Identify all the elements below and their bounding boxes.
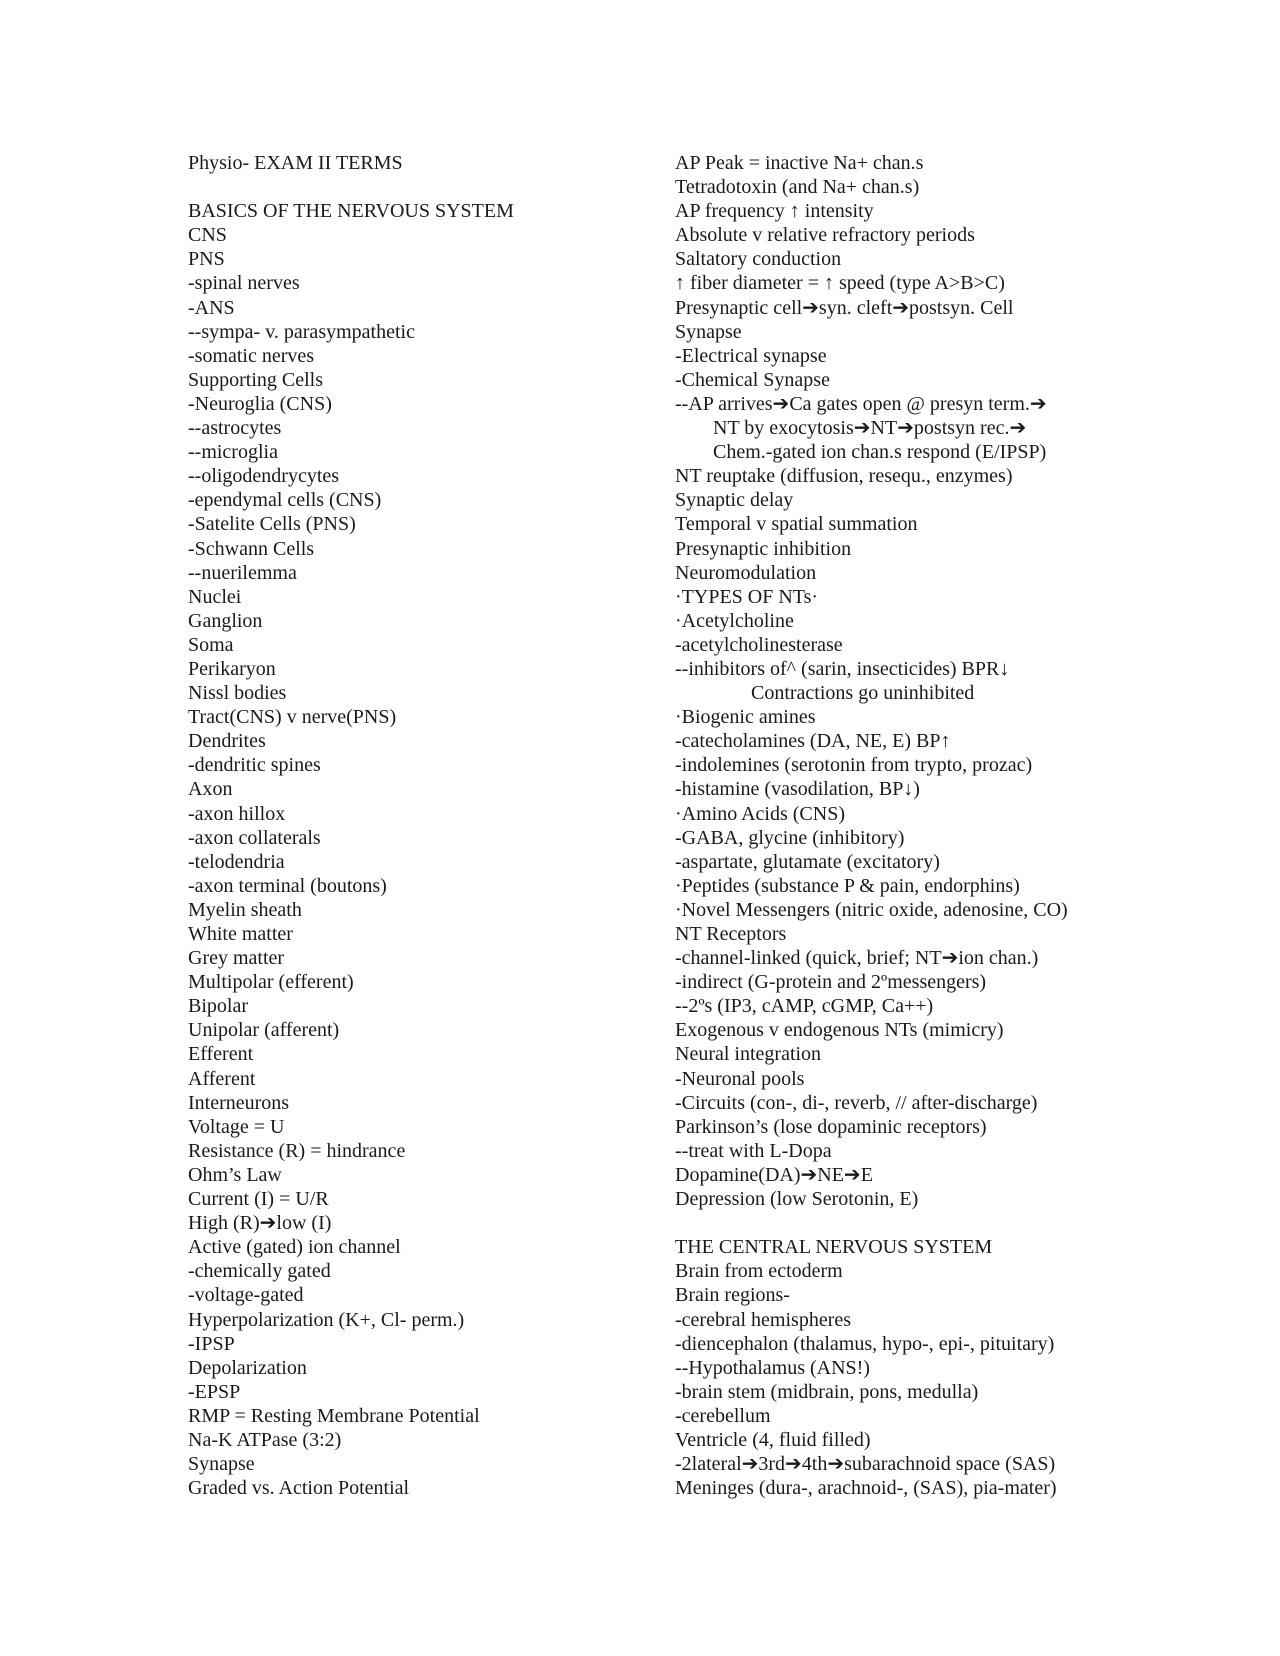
term-line: Contractions go uninhibited xyxy=(751,682,975,705)
term-line: -EPSP xyxy=(188,1380,241,1403)
term-line: Neuromodulation xyxy=(675,561,817,584)
term-line: ·Peptides (substance P & pain, endorphins) xyxy=(675,874,1020,897)
term-line: -IPSP xyxy=(188,1332,235,1355)
term-line: Ohm’s Law xyxy=(188,1163,282,1186)
term-line: -dendritic spines xyxy=(188,754,321,777)
term-line: -Chemical Synapse xyxy=(675,368,830,391)
term-line: AP Peak = inactive Na+ chan.s xyxy=(675,152,924,174)
term-line: Dopamine(DA)➔NE➔E xyxy=(675,1163,873,1186)
term-line: Presynaptic cell➔syn. cleft➔postsyn. Cell xyxy=(675,296,1014,319)
term-line: White matter xyxy=(188,923,293,945)
term-line: Supporting Cells xyxy=(188,368,324,391)
term-line: -Schwann Cells xyxy=(188,537,315,560)
term-line: Dendrites xyxy=(188,730,266,753)
term-line: Neural integration xyxy=(675,1043,822,1066)
term-line: Nuclei xyxy=(188,585,242,608)
term-line: Current (I) = U/R xyxy=(188,1188,329,1211)
term-line: -telodendria xyxy=(188,850,285,873)
term-line: Brain regions- xyxy=(675,1284,790,1307)
term-line: Graded vs. Action Potential xyxy=(188,1477,410,1500)
term-line: ·Amino Acids (CNS) xyxy=(675,802,845,825)
term-line: -diencephalon (thalamus, hypo-, epi-, pituitary) xyxy=(675,1332,1055,1355)
term-line: Synaptic delay xyxy=(675,489,794,512)
term-line: --treat with L-Dopa xyxy=(675,1139,832,1162)
term-line: Interneurons xyxy=(188,1091,290,1114)
term-line: Temporal v spatial summation xyxy=(675,513,918,536)
term-line: Meninges (dura-, arachnoid-, (SAS), pia-mater) xyxy=(675,1477,1057,1500)
term-line: -Electrical synapse xyxy=(675,344,827,367)
term-line: Absolute v relative refractory periods xyxy=(675,224,975,247)
term-line: Bipolar xyxy=(188,995,248,1018)
term-line: NT reuptake (diffusion, resequ., enzymes) xyxy=(675,465,1013,488)
term-line: -Satelite Cells (PNS) xyxy=(188,513,356,536)
term-line: -Circuits (con-, di-, reverb, // after-discharge) xyxy=(675,1091,1038,1114)
term-line: -spinal nerves xyxy=(188,272,300,295)
term-line: -cerebellum xyxy=(675,1404,771,1427)
term-line: --inhibitors of^ (sarin, insecticides) BPR↓ xyxy=(675,657,1010,680)
term-line: -aspartate, glutamate (excitatory) xyxy=(675,850,940,873)
term-line: -channel-linked (quick, brief; NT➔ion chan.) xyxy=(675,947,1039,970)
right-column xyxy=(675,151,1235,1500)
term-line: Presynaptic inhibition xyxy=(675,537,852,560)
term-line: Na-K ATPase (3:2) xyxy=(188,1428,342,1451)
term-line: -histamine (vasodilation, BP↓) xyxy=(675,778,920,801)
term-line: -Neuroglia (CNS) xyxy=(188,392,332,415)
term-line: -GABA, glycine (inhibitory) xyxy=(675,826,905,849)
term-line: --AP arrives➔Ca gates open @ presyn term.➔ xyxy=(675,392,1047,415)
term-line: Afferent xyxy=(188,1067,256,1090)
term-line: NT Receptors xyxy=(675,923,787,945)
term-line: CNS xyxy=(188,224,227,247)
term-line: NT by exocytosis➔NT➔postsyn rec.➔ xyxy=(713,417,1027,440)
term-line: ·Acetylcholine xyxy=(675,609,794,632)
term-line: Depression (low Serotonin, E) xyxy=(675,1188,919,1211)
term-line: --nuerilemma xyxy=(188,561,297,584)
term-line: Nissl bodies xyxy=(188,682,287,705)
term-line: Synapse xyxy=(188,1453,255,1476)
term-line: Exogenous v endogenous NTs (mimicry) xyxy=(675,1019,1004,1042)
term-line: --2ºs (IP3, cAMP, cGMP, Ca++) xyxy=(675,995,934,1018)
term-line: Myelin sheath xyxy=(188,898,302,921)
term-line: -catecholamines (DA, NE, E) BP↑ xyxy=(675,730,951,753)
term-line: Grey matter xyxy=(188,947,285,970)
term-line: PNS xyxy=(188,248,225,271)
term-line: Multipolar (efferent) xyxy=(188,971,354,994)
term-line: -indirect (G-protein and 2ºmessengers) xyxy=(675,971,987,994)
term-line: -axon collaterals xyxy=(188,826,321,849)
term-line: Chem.-gated ion chan.s respond (E/IPSP) xyxy=(713,441,1047,464)
term-line: Physio- EXAM II TERMS xyxy=(188,152,403,174)
term-line: -ANS xyxy=(188,296,235,319)
term-line: -indolemines (serotonin from trypto, prozac) xyxy=(675,754,1033,777)
term-line: AP frequency ↑ intensity xyxy=(675,200,874,223)
term-line: Depolarization xyxy=(188,1356,307,1379)
term-line: BASICS OF THE NERVOUS SYSTEM xyxy=(188,200,514,223)
term-line: --Hypothalamus (ANS!) xyxy=(675,1356,870,1379)
term-line: Efferent xyxy=(188,1043,254,1066)
term-line: Perikaryon xyxy=(188,657,276,680)
term-line: Resistance (R) = hindrance xyxy=(188,1139,406,1162)
term-line: Unipolar (afferent) xyxy=(188,1019,340,1042)
left-column xyxy=(188,151,648,1500)
term-line: --microglia xyxy=(188,441,278,464)
term-line: Tetradotoxin (and Na+ chan.s) xyxy=(675,176,920,199)
term-line: -brain stem (midbrain, pons, medulla) xyxy=(675,1380,979,1403)
term-line: ·Novel Messengers (nitric oxide, adenosine, CO) xyxy=(675,898,1068,921)
term-line: -cerebral hemispheres xyxy=(675,1308,852,1331)
term-line: ↑ fiber diameter = ↑ speed (type A>B>C) xyxy=(675,272,1005,295)
term-line: -ependymal cells (CNS) xyxy=(188,489,382,512)
term-line: Active (gated) ion channel xyxy=(188,1236,401,1259)
term-line: -Neuronal pools xyxy=(675,1067,805,1090)
term-line: Saltatory conduction xyxy=(675,248,842,271)
term-line: -axon terminal (boutons) xyxy=(188,874,387,897)
term-line: THE CENTRAL NERVOUS SYSTEM xyxy=(675,1236,993,1259)
term-line: -acetylcholinesterase xyxy=(675,633,843,656)
term-line: Soma xyxy=(188,633,234,656)
blank-line xyxy=(675,1211,1235,1235)
term-line: Parkinson’s (lose dopaminic receptors) xyxy=(675,1115,987,1138)
term-line: Brain from ectoderm xyxy=(675,1260,843,1283)
term-line: RMP = Resting Membrane Potential xyxy=(188,1404,480,1427)
term-line: Hyperpolarization (K+, Cl- perm.) xyxy=(188,1308,465,1331)
term-line: --oligodendrycytes xyxy=(188,465,340,488)
term-line: Ganglion xyxy=(188,609,263,632)
term-line: High (R)➔low (I) xyxy=(188,1212,332,1235)
term-line: ·Biogenic amines xyxy=(675,706,816,729)
term-line: Ventricle (4, fluid filled) xyxy=(675,1428,871,1451)
term-line: Axon xyxy=(188,778,233,801)
term-line: Synapse xyxy=(675,320,742,343)
term-line: -2lateral➔3rd➔4th➔subarachnoid space (SAS) xyxy=(675,1453,1056,1476)
blank-line xyxy=(188,175,648,199)
term-line: --astrocytes xyxy=(188,417,282,440)
term-line: Voltage = U xyxy=(188,1115,285,1138)
term-line: Tract(CNS) v nerve(PNS) xyxy=(188,706,397,729)
term-line: -axon hillox xyxy=(188,802,286,825)
term-line: -somatic nerves xyxy=(188,344,315,367)
term-line: -voltage-gated xyxy=(188,1284,304,1307)
term-line: --sympa- v. parasympathetic xyxy=(188,320,415,343)
term-line: ·TYPES OF NTs· xyxy=(675,585,819,608)
term-line: -chemically gated xyxy=(188,1260,331,1283)
